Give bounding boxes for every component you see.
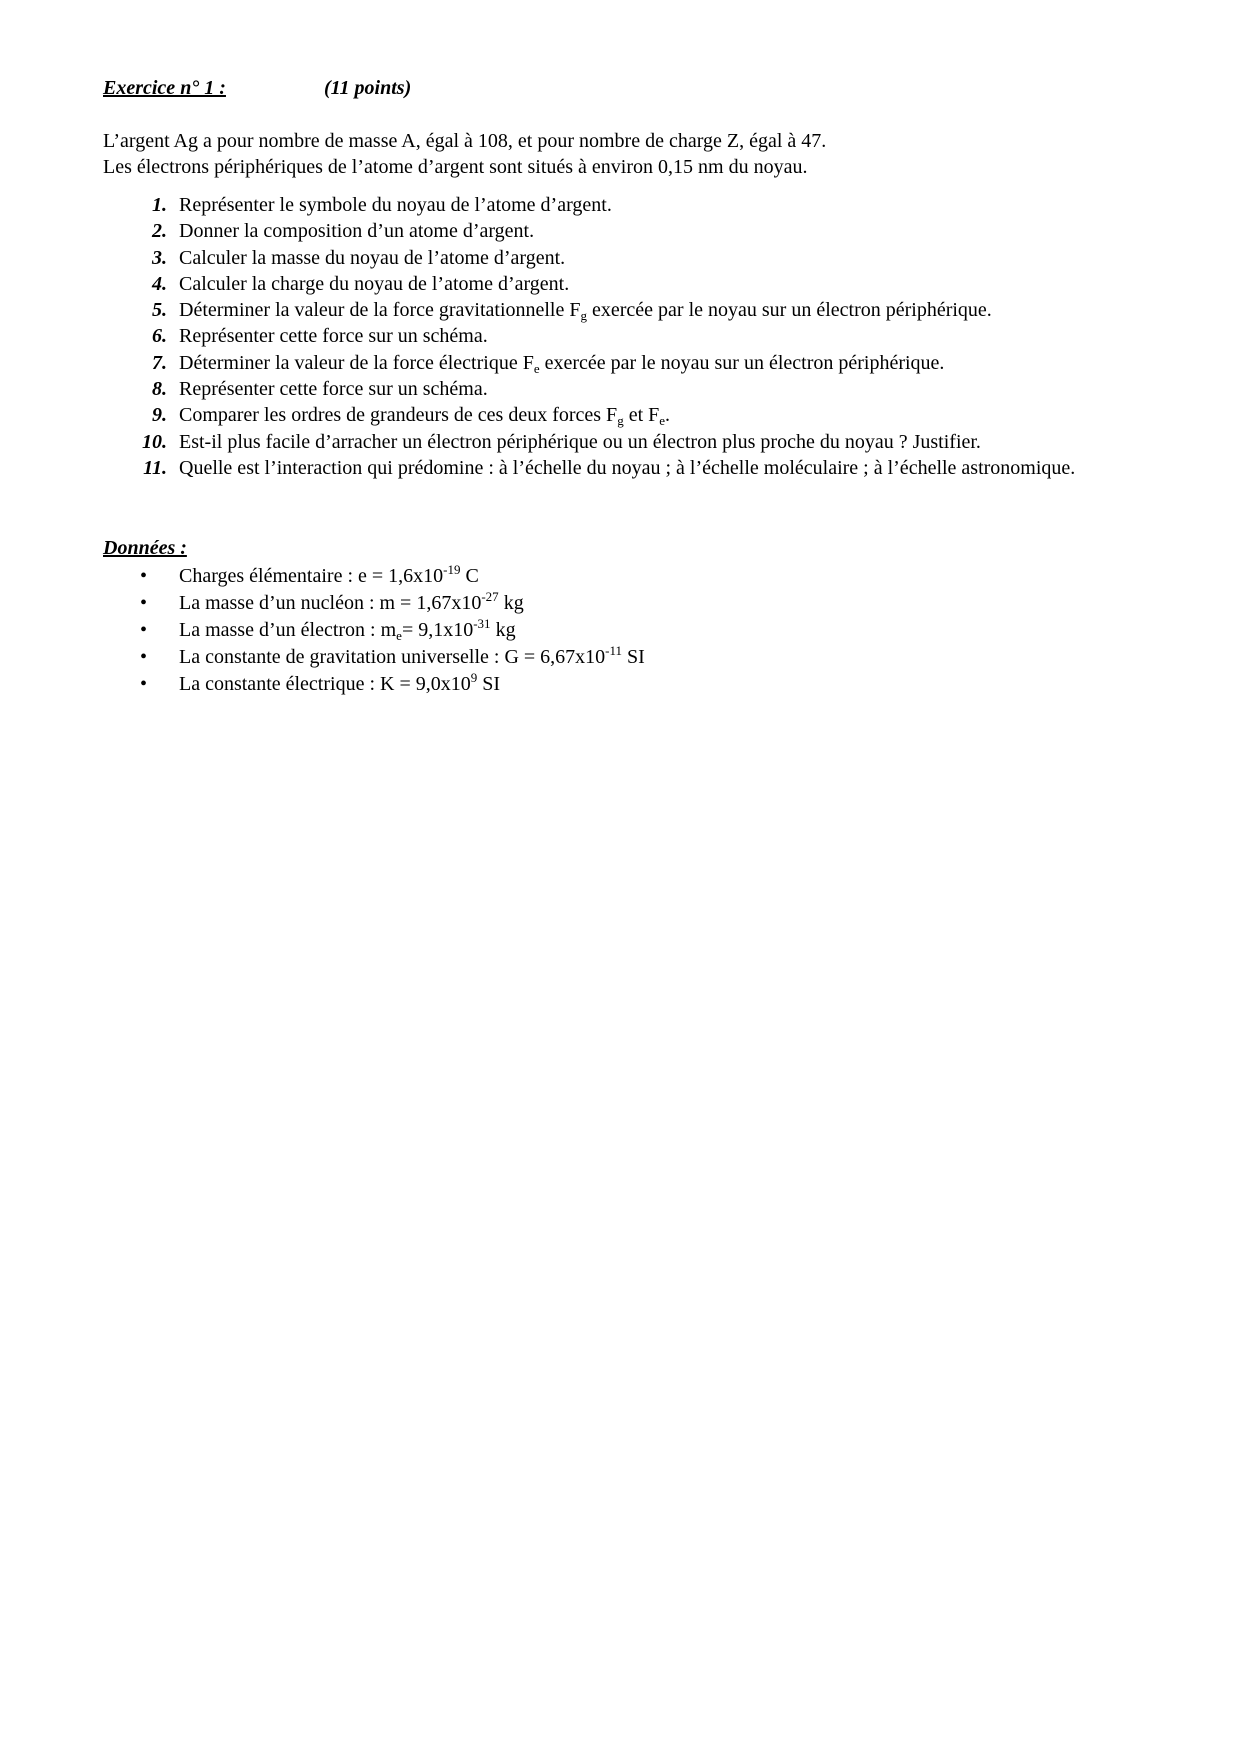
question-number: 2. bbox=[152, 220, 167, 243]
question-number: 3. bbox=[152, 246, 167, 269]
intro-line-1: L’argent Ag a pour nombre de masse A, égal à 108, et pour nombre de charge Z, égal à 47. bbox=[103, 130, 827, 152]
question-text-part: Comparer les ordres de grandeurs de ces deux forces F bbox=[179, 404, 618, 427]
question-item bbox=[103, 350, 1153, 376]
donnee-text: La constante électrique : K = 9,0x10 bbox=[179, 673, 471, 695]
donnee-unit: C bbox=[460, 565, 479, 587]
question-item bbox=[103, 271, 1153, 297]
subscript: e bbox=[659, 413, 666, 429]
question-number: 5. bbox=[152, 299, 167, 322]
question-text: Quelle est l’interaction qui prédomine : à l’échelle du noyau ; à l’échelle moléculaire ; à l’échelle astronomique. bbox=[179, 456, 1076, 479]
donnee-item bbox=[103, 617, 645, 644]
subscript: g bbox=[580, 308, 587, 324]
donnee-text: La masse d’un électron : m bbox=[179, 619, 397, 641]
exercise-heading bbox=[103, 76, 412, 100]
subscript: e bbox=[396, 628, 402, 643]
exercise-points: (11 points) bbox=[324, 77, 412, 99]
donnee-item bbox=[103, 671, 645, 698]
superscript: 9 bbox=[470, 670, 478, 685]
donnee-unit: kg bbox=[498, 592, 524, 614]
superscript: -31 bbox=[473, 616, 491, 631]
question-item bbox=[103, 245, 1153, 271]
question-text-part: exercée par le noyau sur un électron périphérique. bbox=[586, 299, 992, 322]
superscript: -19 bbox=[443, 562, 461, 577]
question-number: 6. bbox=[152, 325, 167, 348]
question-item bbox=[103, 455, 1153, 481]
donnee-text: La constante de gravitation universelle : G = 6,67x10 bbox=[179, 646, 606, 668]
question-text-part: Déterminer la valeur de la force électrique F bbox=[179, 351, 534, 374]
subscript: g bbox=[617, 413, 624, 429]
question-item bbox=[103, 376, 1153, 402]
bullet-icon: • bbox=[140, 673, 148, 695]
question-text: Donner la composition d’un atome d’argent. bbox=[179, 220, 535, 243]
question-item bbox=[103, 218, 1153, 244]
intro-line-2: Les électrons périphériques de l’atome d’argent sont situés à environ 0,15 nm du noyau. bbox=[103, 156, 808, 178]
bullet-icon: • bbox=[140, 646, 148, 668]
superscript: -11 bbox=[605, 643, 623, 658]
exercise-title: Exercice n° 1 : bbox=[103, 77, 226, 99]
question-text: Représenter cette force sur un schéma. bbox=[179, 378, 488, 401]
question-text: Calculer la charge du noyau de l’atome d’argent. bbox=[179, 272, 570, 295]
exercise-intro bbox=[103, 128, 826, 180]
question-text bbox=[179, 402, 670, 428]
donnee-item bbox=[103, 644, 645, 671]
question-text bbox=[179, 350, 944, 376]
question-item bbox=[103, 402, 1153, 428]
donnees-list bbox=[103, 563, 645, 698]
question-item bbox=[103, 192, 1153, 218]
donnee-unit: SI bbox=[622, 646, 645, 668]
question-number: 1. bbox=[152, 194, 167, 216]
donnee-item bbox=[103, 563, 645, 590]
superscript: -27 bbox=[481, 589, 499, 604]
question-item bbox=[103, 429, 1153, 455]
donnee-item bbox=[103, 590, 645, 617]
question-item bbox=[103, 323, 1153, 349]
donnee-text: = 9,1x10 bbox=[401, 619, 474, 641]
question-text bbox=[179, 297, 992, 323]
question-text-part: Déterminer la valeur de la force gravitationnelle F bbox=[179, 299, 581, 322]
question-number: 7. bbox=[152, 351, 167, 374]
question-number: 9. bbox=[152, 404, 167, 427]
question-number: 11. bbox=[143, 456, 167, 479]
donnee-text: La masse d’un nucléon : m = 1,67x10 bbox=[179, 592, 482, 614]
question-text-part: exercée par le noyau sur un électron périphérique. bbox=[539, 351, 945, 374]
question-text-part: et F bbox=[623, 404, 660, 427]
question-text: Représenter cette force sur un schéma. bbox=[179, 325, 488, 348]
donnee-unit: kg bbox=[490, 619, 516, 641]
bullet-icon: • bbox=[140, 619, 148, 641]
question-list bbox=[103, 192, 1153, 481]
bullet-icon: • bbox=[140, 565, 148, 587]
question-text: Représenter le symbole du noyau de l’atome d’argent. bbox=[179, 194, 612, 216]
question-text: Est-il plus facile d’arracher un électron périphérique ou un électron plus proche du noyau ? Justifier. bbox=[179, 430, 981, 453]
question-number: 8. bbox=[152, 378, 167, 401]
subscript: e bbox=[533, 360, 540, 376]
donnee-unit: SI bbox=[477, 673, 501, 695]
question-item bbox=[103, 297, 1153, 323]
question-number: 4. bbox=[152, 272, 167, 295]
question-text: Calculer la masse du noyau de l’atome d’argent. bbox=[179, 246, 566, 269]
donnees-title: Données : bbox=[103, 537, 187, 559]
question-text-part: . bbox=[665, 404, 671, 427]
bullet-icon: • bbox=[140, 592, 148, 614]
donnee-text: Charges élémentaire : e = 1,6x10 bbox=[179, 565, 444, 587]
question-number: 10. bbox=[142, 430, 167, 453]
